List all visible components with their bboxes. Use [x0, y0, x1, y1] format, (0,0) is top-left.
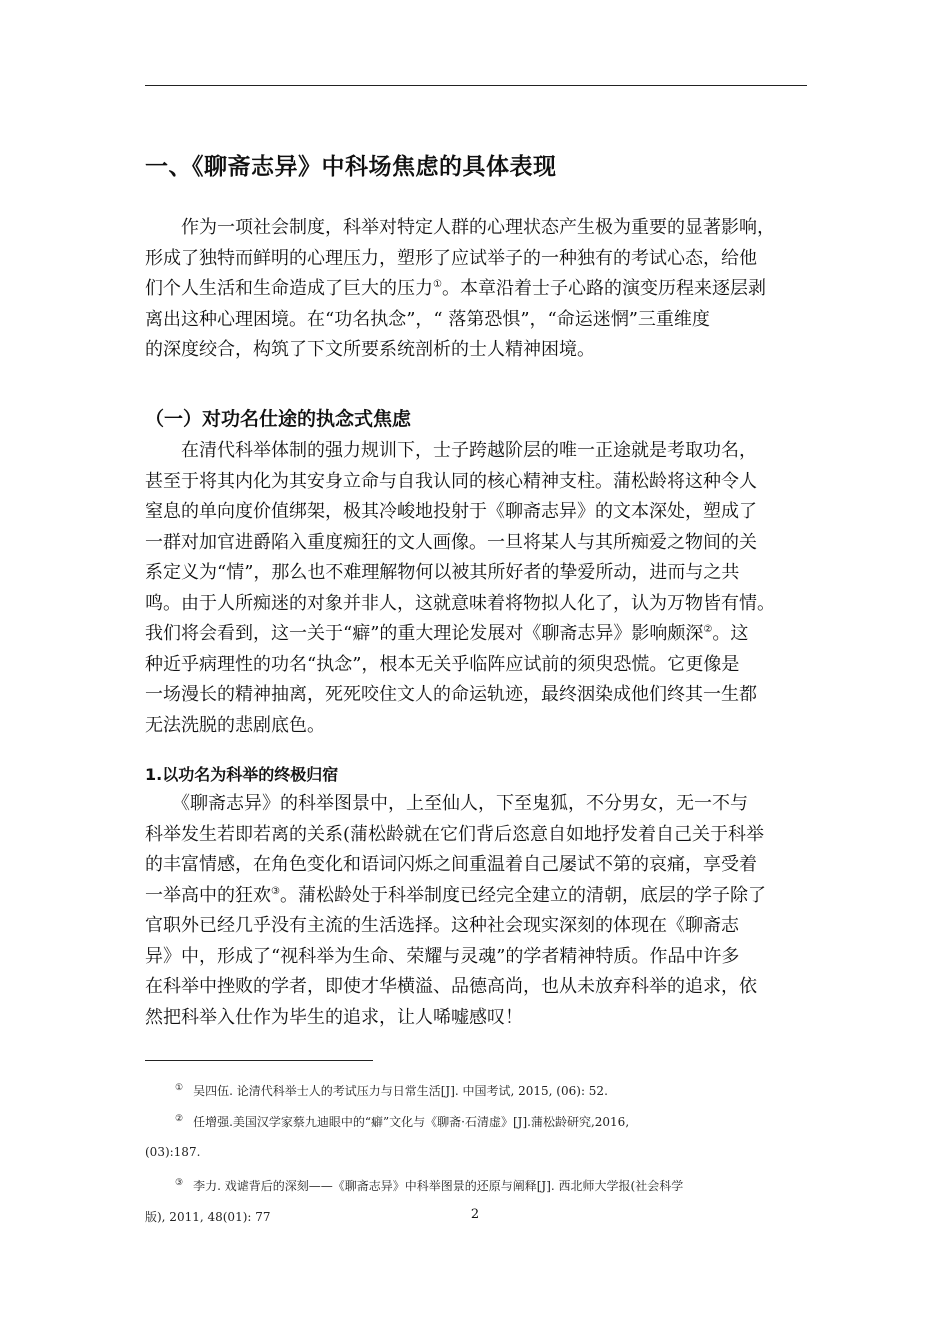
footnote-1: ① 吴四伍. 论清代科举士人的考试压力与日常生活[J]. 中国考试, 2015, (06): 52.: [175, 1083, 608, 1098]
text-line: 官职外已经几乎没有主流的生活选择。这种社会现实深刻的体现在《聊斋志: [145, 915, 739, 936]
footnote-marker: ③: [175, 1178, 184, 1188]
footnote-ref-1[interactable]: ①: [433, 279, 442, 290]
chapter-heading: 一、《聊斋志异》中科场焦虑的具体表现: [145, 154, 557, 180]
subsection-heading: 1.以功名为科举的终极归宿: [145, 765, 339, 784]
section1-paragraph: [145, 436, 807, 741]
text-line: 们个人生活和生命造成了巨大的压力①。本章沿着士子心路的演变历程来逐层剥: [145, 278, 766, 299]
footnote-3: ③ 李力. 戏谑背后的深刻——《聊斋志异》中科举图景的还原与阐释[J]. 西北师大学报(社会科学: [175, 1178, 684, 1193]
text-line: 然把科举入仕作为毕生的追求，让人唏嘘感叹！: [145, 1006, 523, 1028]
text-line: 在清代科举体制的强力规训下，士子跨越阶层的唯一正途就是考取功名，: [145, 440, 757, 461]
text-line: 作为一项社会制度，科举对特定人群的心理状态产生极为重要的显著影响，: [145, 217, 775, 238]
footnote-marker: ②: [175, 1114, 184, 1124]
text-line: 的深度绞合，构筑了下文所要系统剖析的士人精神困境。: [145, 339, 595, 360]
footnote-2: ② 任增强.美国汉学家蔡九迪眼中的“癖”文化与《聊斋·石清虚》[J].蒲松龄研究,2016,: [175, 1114, 630, 1129]
text-line: 系定义为“情”，那么也不难理解物何以被其所好者的挚爱所动，进而与之共: [145, 562, 740, 583]
header-rule: [145, 85, 807, 86]
text-line: 种近乎病理性的功名“执念”，根本无关乎临阵应试前的须臾恐慌。它更像是: [145, 653, 740, 675]
text-line: 异》中，形成了“视科举为生命、荣耀与灵魂”的学者精神特质。作品中许多: [145, 945, 740, 967]
section2-paragraph: [145, 789, 807, 1033]
text-line: 窒息的单向度价值绑架，极其冷峻地投射于《聊斋志异》的文本深处，塑成了: [145, 501, 757, 522]
footnote-marker: ①: [175, 1083, 184, 1093]
text-line: 在科举中挫败的学者，即使才华横溢、品德高尚，也从未放弃科举的追求，依: [145, 976, 757, 997]
section-heading: （一）对功名仕途的执念式焦虑: [145, 408, 412, 430]
text-line: 鸣。由于人所痴迷的对象并非人，这就意味着将物拟人化了，认为万物皆有情。: [145, 592, 775, 614]
text-line: 形成了独特而鲜明的心理压力，塑形了应试举子的一种独有的考试心态，给他: [145, 247, 757, 269]
text-line: 《聊斋志异》的科举图景中，上至仙人，下至鬼狐，不分男女，无一不与: [145, 793, 748, 814]
footnote-ref-3[interactable]: ③: [271, 885, 280, 897]
text-line: 我们将会看到，这一关于“癖”的重大理论发展对《聊斋志异》影响颇深②。这: [145, 623, 749, 644]
footnote-ref-2[interactable]: ②: [703, 624, 713, 635]
text-line: 的丰富情感，在角色变化和语词闪烁之间重温着自己屡试不第的哀痛，享受着: [145, 854, 757, 875]
text-line: 一举高中的狂欢③。蒲松龄处于科举制度已经完全建立的清朝，底层的学子除了: [145, 884, 766, 906]
intro-paragraph: [145, 213, 807, 366]
text-line: 一群对加官进爵陷入重度痴狂的文人画像。一旦将某人与其所痴爱之物间的关: [145, 531, 757, 553]
footnote-2-cont: (03):187.: [145, 1145, 201, 1159]
footnote-3-cont: 版), 2011, 48(01): 77: [145, 1210, 271, 1224]
text-line: 无法洗脱的悲剧底色。: [145, 714, 325, 736]
footnote-separator: [145, 1060, 373, 1061]
text-line: 离出这种心理困境。在“功名执念”，“ 落第恐惧”，“命运迷惘”三重维度: [145, 308, 710, 330]
text-line: 一场漫长的精神抽离，死死咬住文人的命运轨迹，最终洇染成他们终其一生都: [145, 684, 757, 705]
text-line: 科举发生若即若离的关系(蒲松龄就在它们背后恣意自如地抒发着自己关于科举: [145, 823, 765, 845]
text-line: 甚至于将其内化为其安身立命与自我认同的核心精神支柱。蒲松龄将这种令人: [145, 470, 757, 492]
page-number: 2: [470, 1207, 480, 1222]
